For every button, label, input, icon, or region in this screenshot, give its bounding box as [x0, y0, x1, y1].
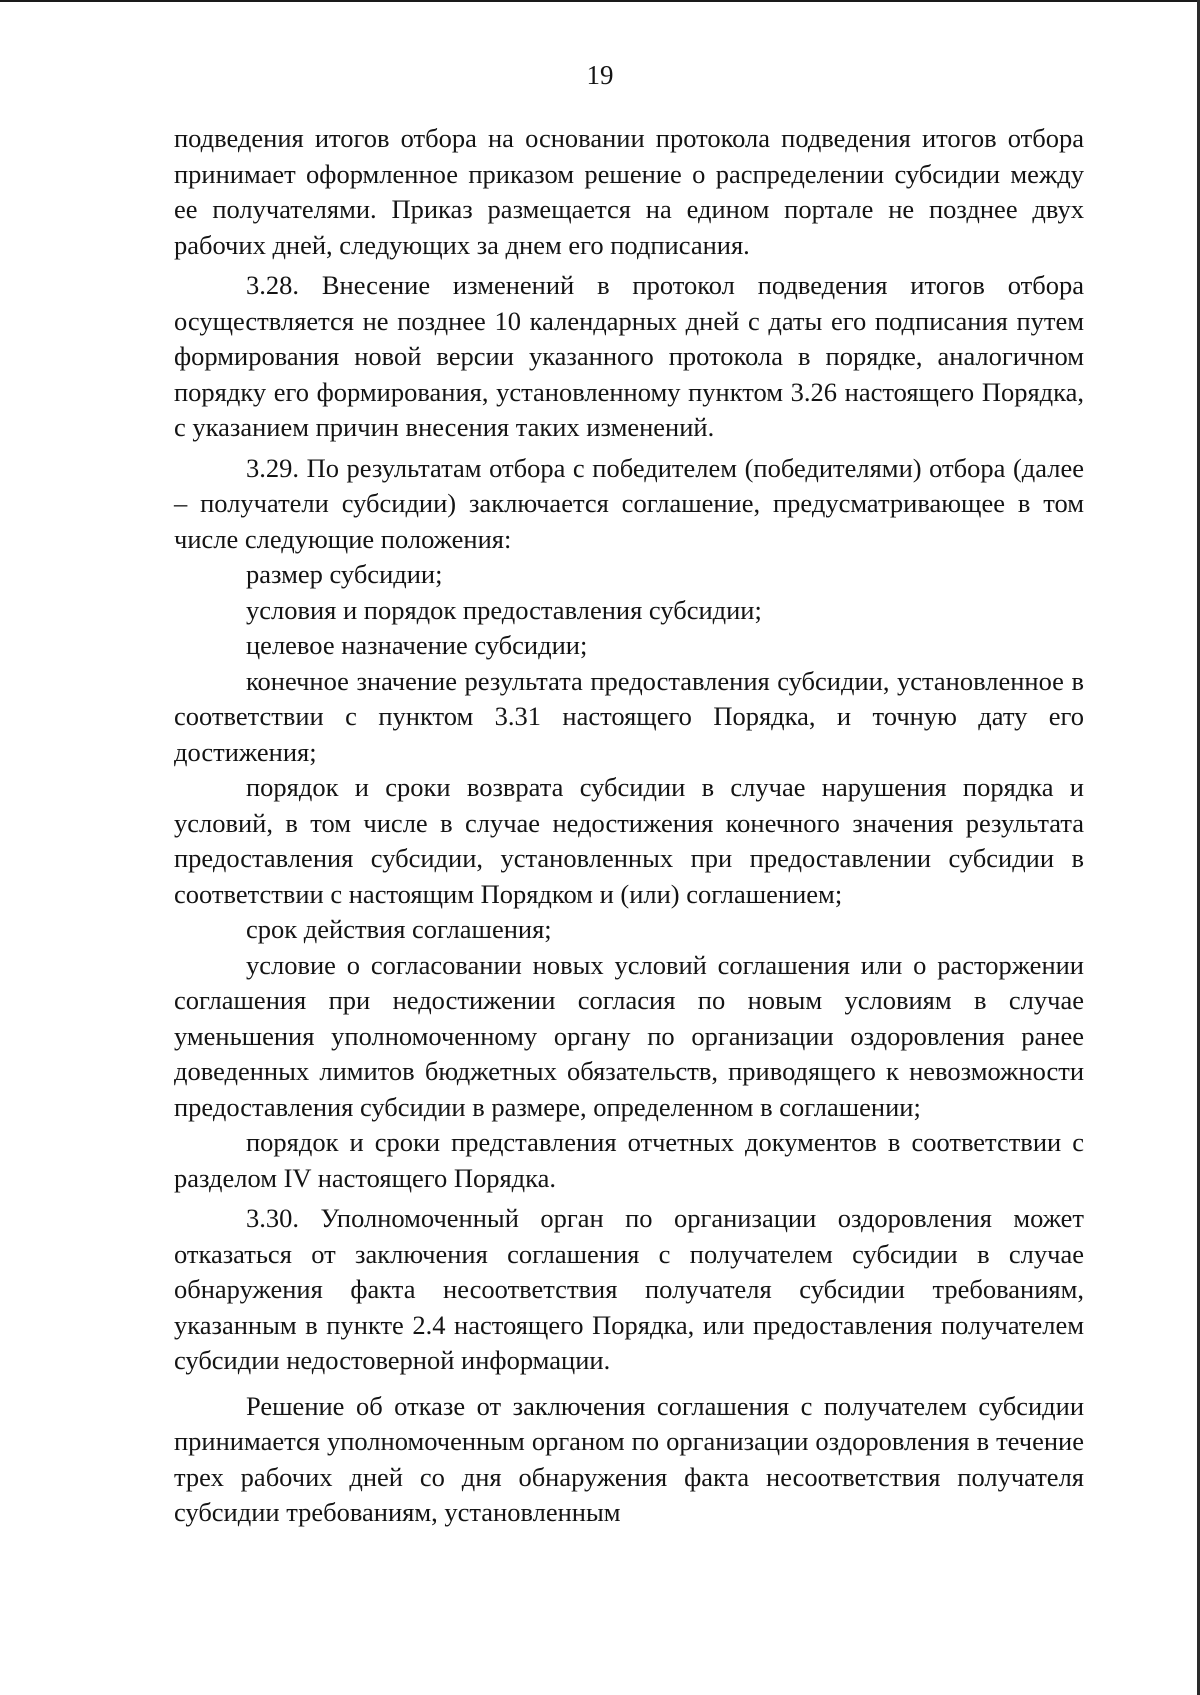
list-item-final-value: конечное значение результата предоставления субсидии, установленное в соответствии с пунктом 3.31 настоящего Порядка, и точную дату его достижения;: [174, 665, 1084, 767]
page-number: 19: [586, 60, 614, 90]
document-body: [174, 121, 1084, 1531]
list-item-conditions: условия и порядок предоставления субсидии;: [246, 594, 762, 625]
list-item-reporting: порядок и сроки представления отчетных документов в соответствии с разделом IV настоящего Порядка.: [174, 1127, 1084, 1193]
scan-border-top: [0, 0, 1200, 2]
list-item-term: срок действия соглашения;: [246, 914, 552, 944]
paragraph-3-29: 3.29. По результатам отбора с победителем (победителями) отбора (далее – получатели субсидии) заключается соглашение, предусматривающее в том числе следующие положения:: [174, 452, 1084, 554]
paragraph-3-30: 3.30. Уполномоченный орган по организации оздоровления может отказаться от заключения соглашения с получателем субсидии в случае обнаружения факта несоответствия получателя субсидии требованиям, указанным в пункте 2.4 настоящего Порядка, или предоставления получателем субсидии недостоверной информации.: [174, 1203, 1084, 1375]
paragraph-continuation: подведения итогов отбора на основании протокола подведения итогов отбора принимает оформленное приказом решение о распределении субсидии между ее получателями. Приказ размещается на едином портале не позднее двух рабочих дней, следующих за днем его подписания.: [174, 123, 1084, 260]
paragraph-3-28: 3.28. Внесение изменений в протокол подведения итогов отбора осуществляется не позднее 10 календарных дней с даты его подписания путем формирования новой версии указанного протокола в порядке, аналогичном порядку его формирования, установленному пунктом 3.26 настоящего Порядка, с указанием причин внесения таких изменений.: [174, 270, 1084, 442]
paragraph-refusal-decision: Решение об отказе от заключения соглашения с получателем субсидии принимается уполномоченным органом по организации оздоровления в течение трех рабочих дней со дня обнаружения факта несоответствия получателя субсидии требованиям, установленным: [174, 1390, 1084, 1527]
list-item-refund: порядок и сроки возврата субсидии в случае нарушения порядка и условий, в том числе в случае недостижения конечного значения результата предоставления субсидии, установленных при предоставлении субсидии в соответствии с настоящим Порядком и (или) соглашением;: [174, 772, 1084, 909]
list-item-subsidy-amount: размер субсидии;: [246, 559, 443, 589]
list-item-new-conditions: условие о согласовании новых условий соглашения или о расторжении соглашения при недостижении согласия по новым условиям в случае уменьшения уполномоченному органу по организации оздоровления ранее доведенных лимитов бюджетных обязательств, приводящего к невозможности предоставления субсидии в размере, определенном в соглашении;: [174, 949, 1084, 1122]
list-item-purpose: целевое назначение субсидии;: [246, 630, 588, 660]
